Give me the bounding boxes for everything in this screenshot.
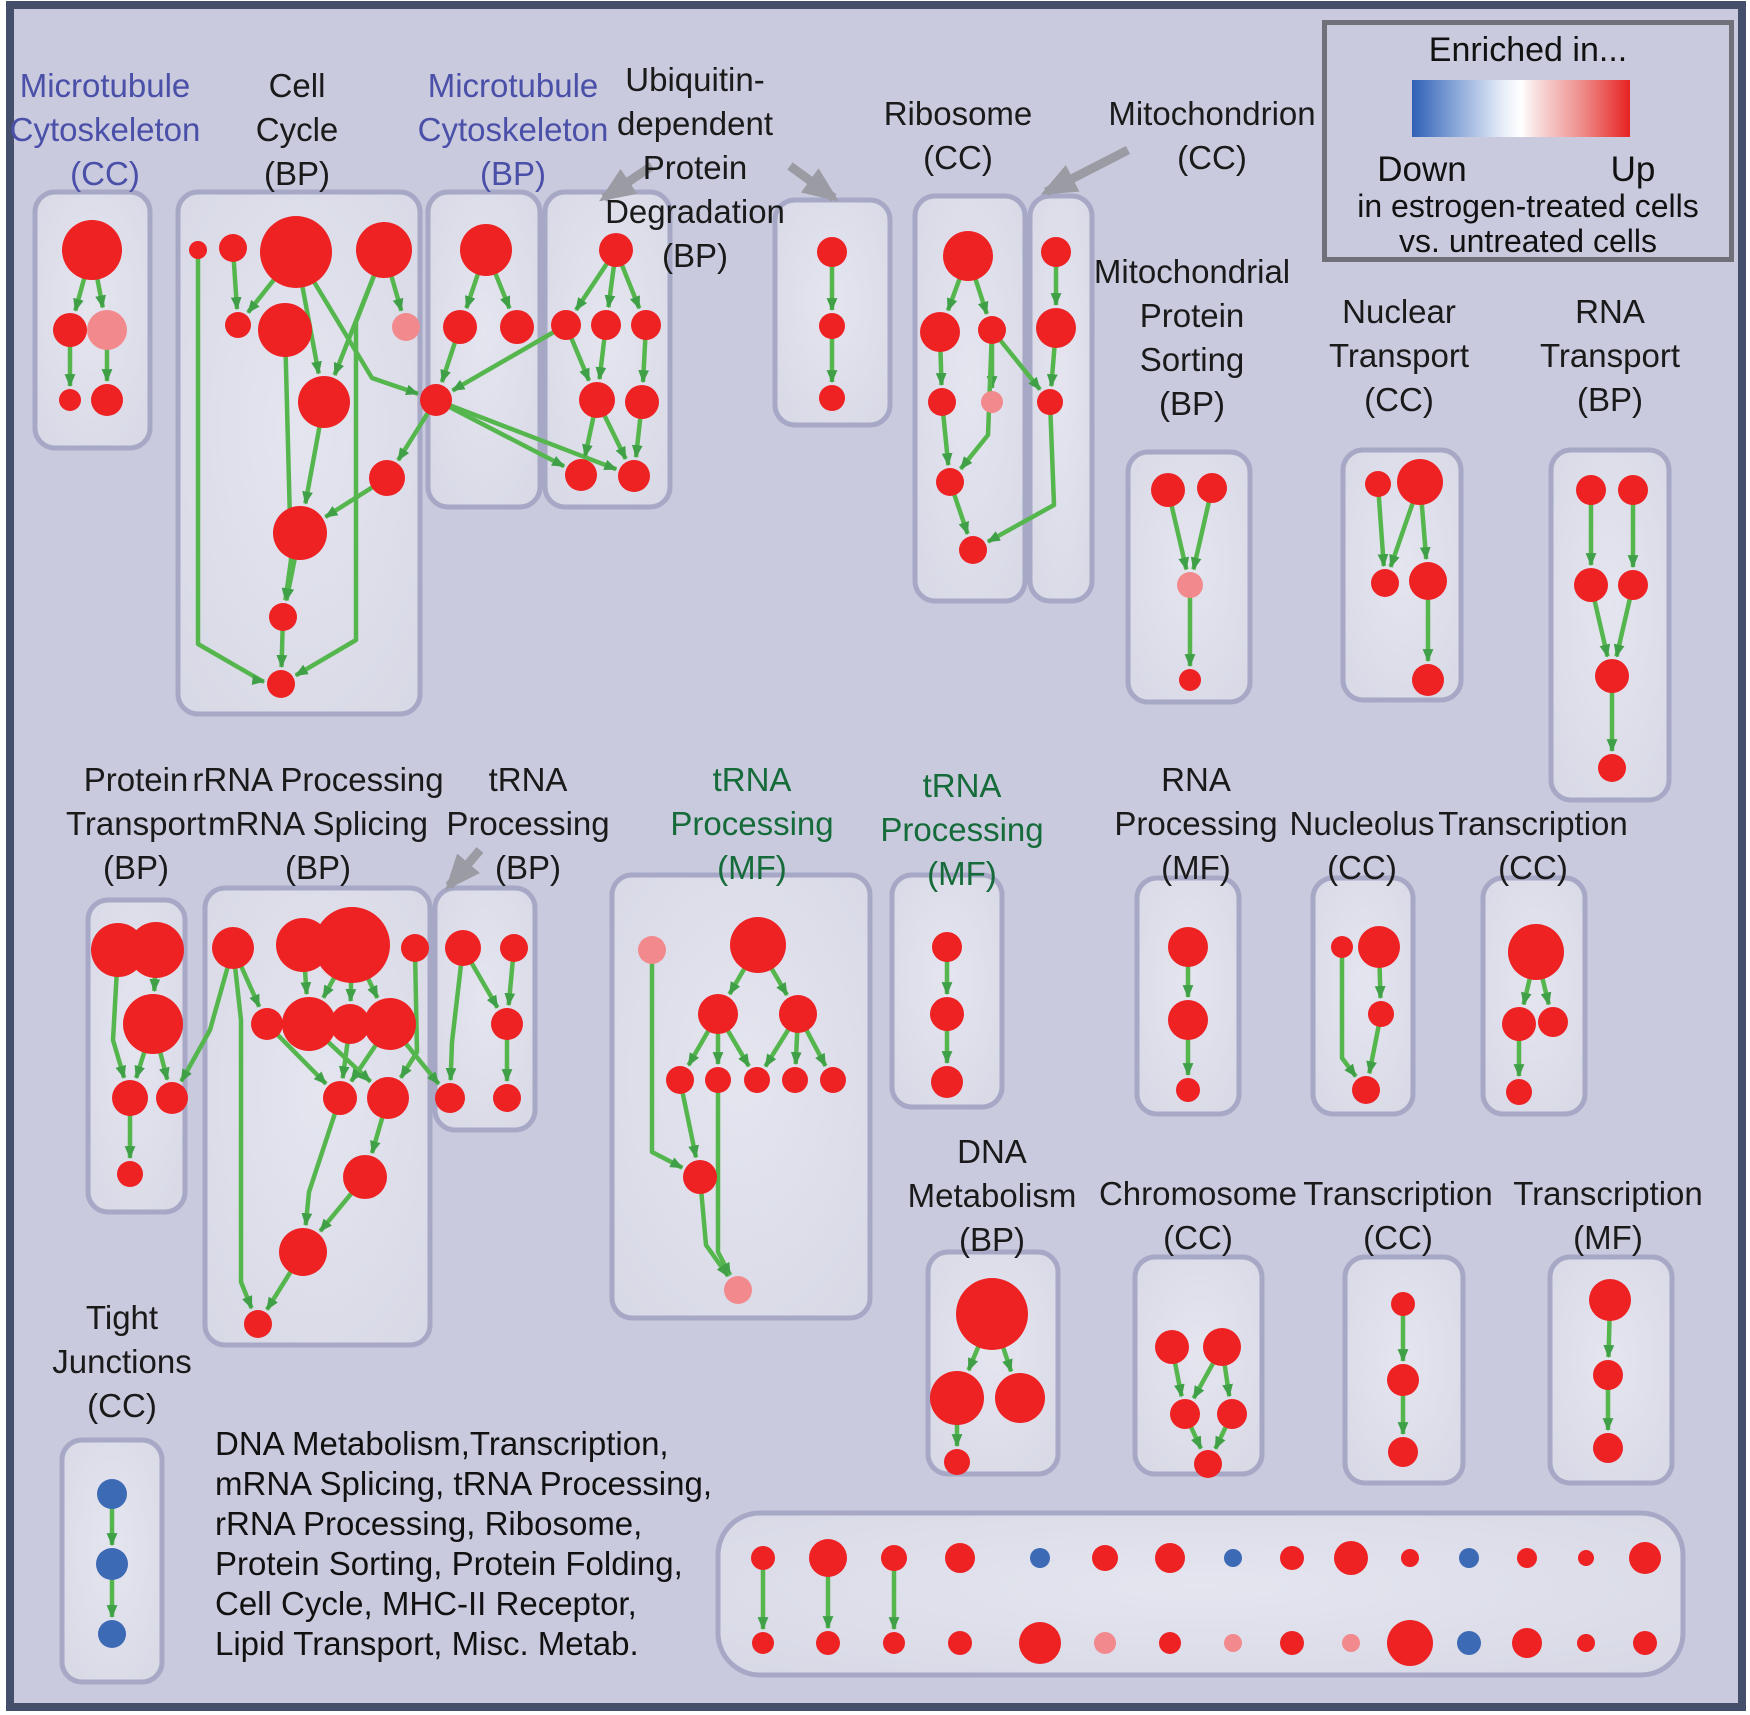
go-term-node (978, 316, 1006, 344)
go-term-node (1334, 1541, 1368, 1575)
go-term-node (819, 313, 845, 339)
go-term-node (1593, 1433, 1623, 1463)
go-term-node (945, 1543, 975, 1573)
go-term-node (323, 1081, 357, 1115)
go-term-node (364, 998, 416, 1050)
edge-arrow (234, 261, 237, 309)
go-term-node (258, 303, 312, 357)
go-term-node (625, 385, 659, 419)
go-term-node (666, 1066, 694, 1094)
go-term-node (1589, 1279, 1631, 1321)
label-line: Nuclear (1342, 293, 1456, 330)
label-line: Cytoskeleton (9, 111, 201, 148)
go-term-node (1387, 1364, 1419, 1396)
go-term-node (267, 670, 295, 698)
go-term-node (1578, 1550, 1594, 1566)
label-line: (BP) (264, 155, 330, 192)
go-term-node (1170, 1399, 1200, 1429)
label-line: Cycle (255, 111, 339, 148)
legend-subtitle-line1: in estrogen-treated cells (1357, 188, 1699, 224)
label-line: dependent (616, 105, 773, 142)
go-term-node (1371, 569, 1399, 597)
go-term-node (565, 459, 597, 491)
go-term-node (724, 1276, 752, 1304)
go-term-node (98, 1620, 126, 1648)
go-term-node (816, 1631, 840, 1655)
color-legend (1322, 20, 1734, 262)
go-term-node (123, 994, 183, 1054)
label-rna-transport-bp (1540, 290, 1680, 422)
go-term-node (1397, 459, 1443, 505)
go-term-node (1151, 473, 1185, 507)
go-term-node (705, 1067, 731, 1093)
label-line: Ubiquitin- (625, 61, 765, 98)
label-line: (CC) (1163, 1219, 1233, 1256)
legend-up-label: Up (1610, 150, 1656, 189)
go-term-node (1179, 669, 1201, 691)
label-line: Cell (268, 67, 326, 104)
go-term-node (1506, 1079, 1532, 1105)
go-term-node (273, 506, 327, 560)
go-term-node (730, 917, 786, 973)
label-line: Protein (83, 761, 189, 798)
go-term-node (698, 994, 738, 1034)
go-term-node (1030, 1548, 1050, 1568)
go-term-node (282, 997, 336, 1051)
go-term-node (500, 934, 528, 962)
label-nucleolus-cc (1290, 802, 1435, 890)
label-line: Mitochondrial (1093, 253, 1291, 290)
label-line: (CC) (87, 1387, 157, 1424)
go-term-node (1203, 1328, 1241, 1366)
go-term-node (1019, 1622, 1061, 1664)
label-line: Protein (1139, 297, 1245, 334)
go-term-node (1159, 1632, 1181, 1654)
label-line: Transport (1540, 337, 1680, 374)
go-term-node (782, 1067, 808, 1093)
label-microtubule-cytoskeleton-bp (418, 64, 609, 196)
go-term-node (367, 1077, 409, 1119)
label-line: (CC) (1363, 1219, 1433, 1256)
go-term-node (269, 603, 297, 631)
go-term-node (314, 907, 390, 983)
label-line: tRNA (488, 761, 568, 798)
go-term-node (817, 237, 847, 267)
label-line: Chromosome (1098, 1175, 1298, 1212)
go-term-node (128, 922, 184, 978)
label-line: Protein (642, 149, 748, 186)
label-line: Degradation (605, 193, 785, 230)
label-mitochondrial-protein-sorting-bp (1094, 250, 1290, 426)
label-rrna-processing-mrna-splicing-bp (192, 758, 443, 890)
misc-caption-line: rRNA Processing, Ribosome, (215, 1505, 643, 1542)
go-term-node (1388, 1437, 1418, 1467)
label-line: Transcription (1513, 1175, 1703, 1212)
go-term-node (392, 313, 420, 341)
go-term-node (1092, 1545, 1118, 1571)
go-term-node (251, 1008, 283, 1040)
label-line: Ribosome (883, 95, 1033, 132)
go-term-node (591, 310, 621, 340)
go-term-node (1459, 1548, 1479, 1568)
go-term-node (638, 936, 666, 964)
go-term-node (1593, 1360, 1623, 1390)
go-term-node (260, 216, 332, 288)
go-term-node (1358, 926, 1400, 968)
label-line: (CC) (70, 155, 140, 192)
go-term-node (356, 222, 412, 278)
go-term-node (881, 1545, 907, 1571)
go-term-node (97, 1479, 127, 1509)
go-term-node (551, 310, 581, 340)
go-term-node (1618, 475, 1648, 505)
go-term-node (959, 536, 987, 564)
go-term-node (212, 927, 254, 969)
go-term-node (87, 310, 127, 350)
go-term-node (1457, 1631, 1481, 1655)
go-term-node (1168, 1000, 1208, 1040)
label-line: Processing (446, 805, 610, 842)
go-term-node (1280, 1546, 1304, 1570)
legend-title: Enriched in... (1428, 31, 1628, 69)
label-chromosome-cc (1099, 1172, 1297, 1260)
edge-arrow (305, 971, 307, 994)
label-line: Cytoskeleton (417, 111, 609, 148)
label-rna-processing-mf (1114, 758, 1277, 890)
label-line: Processing (1114, 805, 1278, 842)
edge-arrow (643, 339, 645, 382)
go-term-node (59, 389, 81, 411)
go-term-node (420, 384, 452, 416)
go-term-node (943, 231, 993, 281)
go-term-node (928, 388, 956, 416)
label-mitochondrion-cc (1108, 92, 1315, 180)
label-line: (BP) (1158, 385, 1225, 422)
go-term-node (112, 1080, 148, 1116)
go-term-node (1331, 936, 1353, 958)
go-term-node (1194, 1450, 1222, 1478)
go-term-node (1391, 1292, 1415, 1316)
label-line: (CC) (1498, 849, 1568, 886)
go-term-node (1618, 570, 1648, 600)
label-line: Transcription (1303, 1175, 1493, 1212)
go-term-node (1365, 471, 1391, 497)
label-line: Tight (85, 1299, 159, 1336)
label-microtubule-cytoskeleton-cc (10, 64, 201, 196)
label-trna-processing-mf-2 (880, 764, 1043, 896)
go-term-node (618, 460, 650, 492)
go-term-node (1177, 572, 1203, 598)
go-term-node (956, 1278, 1028, 1350)
label-line: (CC) (923, 139, 993, 176)
go-term-node (1280, 1631, 1304, 1655)
legend-gradient-bar (1412, 80, 1630, 137)
misc-caption-line: Protein Sorting, Protein Folding, (215, 1545, 683, 1582)
go-term-node (244, 1310, 272, 1338)
go-term-node (948, 1631, 972, 1655)
go-term-node (500, 310, 534, 344)
go-term-node (932, 932, 962, 962)
go-term-node (1502, 1007, 1536, 1041)
go-term-node (343, 1155, 387, 1199)
label-line: Mitochondrion (1108, 95, 1316, 132)
edge-arrow (796, 1032, 798, 1064)
misc-caption-line: Cell Cycle, MHC-II Receptor, (215, 1585, 637, 1622)
go-term-node (1168, 927, 1208, 967)
label-line: (BP) (1577, 381, 1643, 418)
label-line: (CC) (1177, 139, 1247, 176)
go-term-node (443, 310, 477, 344)
go-term-node (96, 1548, 128, 1580)
label-line: Processing (880, 811, 1044, 848)
go-term-node (1508, 924, 1564, 980)
go-term-node (920, 312, 960, 352)
go-term-node (1094, 1632, 1116, 1654)
edge-arrow (282, 630, 283, 667)
go-term-node (493, 1084, 521, 1112)
go-term-node (1155, 1330, 1189, 1364)
go-term-node (156, 1082, 188, 1114)
go-term-node (883, 1632, 905, 1654)
go-term-node (1041, 237, 1071, 267)
misc-caption-line: mRNA Splicing, tRNA Processing, (215, 1465, 713, 1502)
go-term-node (1155, 1543, 1185, 1573)
go-term-node (1598, 754, 1626, 782)
go-term-node (820, 1067, 846, 1093)
label-line: Processing (670, 805, 834, 842)
go-term-node (1595, 659, 1629, 693)
label-line: (BP) (661, 237, 728, 274)
go-term-node (1576, 475, 1606, 505)
label-line: (MF) (1573, 1219, 1643, 1256)
label-line: (MF) (717, 849, 787, 886)
go-term-node (279, 1228, 327, 1276)
go-term-node (931, 1066, 963, 1098)
go-term-node (445, 930, 481, 966)
go-term-node (435, 1083, 465, 1113)
go-term-node (631, 310, 661, 340)
label-line: (MF) (1161, 849, 1231, 886)
go-term-node (1401, 1549, 1419, 1567)
go-term-node (995, 1373, 1045, 1423)
go-term-node (491, 1008, 523, 1040)
label-line: (BP) (479, 155, 546, 192)
edge-arrow (351, 982, 352, 1001)
go-term-node (1224, 1634, 1242, 1652)
go-term-node (401, 934, 429, 962)
legend-subtitle-line2: vs. untreated cells (1399, 223, 1657, 259)
label-line: RNA (1575, 293, 1645, 330)
go-term-node (1629, 1542, 1661, 1574)
edge-arrow (154, 977, 155, 991)
label-line: (MF) (927, 855, 997, 892)
go-term-node (930, 997, 964, 1031)
go-term-node (683, 1160, 717, 1194)
go-term-node (53, 313, 87, 347)
label-trna-processing-bp (446, 758, 609, 890)
label-line: Metabolism (907, 1177, 1077, 1214)
label-line: DNA (957, 1133, 1027, 1170)
label-line: Junctions (52, 1343, 192, 1380)
go-term-node (981, 391, 1003, 413)
label-line: mRNA Splicing (207, 805, 429, 842)
go-term-node (1574, 568, 1608, 602)
go-term-node (944, 1449, 970, 1475)
label-tight-junctions-cc (52, 1296, 191, 1428)
legend-down-label: Down (1377, 150, 1467, 189)
label-line: (BP) (103, 849, 169, 886)
label-nuclear-transport-cc (1329, 290, 1469, 422)
label-line: tRNA (922, 767, 1002, 804)
go-term-node (91, 384, 123, 416)
label-ubiquitin-dependent-protein-degradation-bp (605, 58, 785, 278)
go-term-node (744, 1067, 770, 1093)
go-term-node (1352, 1076, 1380, 1104)
go-term-node (579, 382, 615, 418)
label-line: (CC) (1364, 381, 1434, 418)
go-term-node (1387, 1620, 1433, 1666)
go-term-node (751, 1546, 775, 1570)
label-line: rRNA Processing (192, 761, 444, 798)
label-line: RNA (1161, 761, 1231, 798)
label-line: tRNA (712, 761, 792, 798)
go-term-node (1517, 1548, 1537, 1568)
go-term-node (752, 1632, 774, 1654)
go-term-node (1036, 308, 1076, 348)
go-term-node (1197, 473, 1227, 503)
go-term-node (117, 1161, 143, 1187)
label-line: (BP) (495, 849, 561, 886)
misc-caption-line: DNA Metabolism,Transcription, (215, 1425, 669, 1462)
edge-arrow (1609, 1320, 1610, 1357)
label-transcription-cc-row3 (1303, 1172, 1493, 1260)
go-term-node (1037, 389, 1063, 415)
label-line: Microtubule (427, 67, 599, 104)
label-transcription-cc-row2 (1438, 802, 1628, 890)
edge-arrow (1051, 347, 1054, 386)
label-ribosome-cc (884, 92, 1033, 180)
go-term-node (1368, 1001, 1394, 1027)
go-term-node (62, 220, 122, 280)
label-line: (BP) (284, 849, 351, 886)
label-line: (CC) (1327, 849, 1397, 886)
go-term-node (1412, 664, 1444, 696)
label-line: Transport (66, 805, 206, 842)
label-transcription-mf (1513, 1172, 1703, 1260)
box-transcription-cc-row2 (1483, 878, 1585, 1114)
go-term-node (1538, 1007, 1568, 1037)
go-term-node (1342, 1634, 1360, 1652)
edge-arrow (941, 351, 942, 385)
label-line: Microtubule (19, 67, 191, 104)
label-dna-metabolism-bp (908, 1130, 1077, 1262)
go-term-node (189, 241, 207, 259)
label-cell-cycle-bp (256, 64, 339, 196)
go-term-node (1633, 1631, 1657, 1655)
go-term-node (460, 224, 512, 276)
go-term-node (819, 385, 845, 411)
go-term-node (1577, 1634, 1595, 1652)
go-term-node (219, 234, 247, 262)
go-term-node (1176, 1078, 1200, 1102)
label-line: Sorting (1139, 341, 1245, 378)
label-protein-transport-bp (66, 758, 206, 890)
label-line: Transport (1329, 337, 1469, 374)
go-term-node (298, 376, 350, 428)
go-term-node (1409, 562, 1447, 600)
go-term-node (930, 1371, 984, 1425)
go-term-node (225, 312, 251, 338)
go-term-node (936, 468, 964, 496)
misc-collection-caption (215, 1424, 712, 1664)
edge-arrow (1380, 967, 1381, 998)
misc-caption-line: Lipid Transport, Misc. Metab. (215, 1625, 639, 1662)
label-line: (BP) (958, 1221, 1025, 1258)
go-term-node (369, 460, 405, 496)
label-trna-processing-mf-1 (670, 758, 833, 890)
label-line: Nucleolus (1289, 805, 1435, 842)
label-line: Transcription (1438, 805, 1628, 842)
go-term-node (809, 1539, 847, 1577)
go-term-node (779, 995, 817, 1033)
go-term-node (1224, 1549, 1242, 1567)
go-term-node (1512, 1628, 1542, 1658)
go-term-node (1217, 1399, 1247, 1429)
